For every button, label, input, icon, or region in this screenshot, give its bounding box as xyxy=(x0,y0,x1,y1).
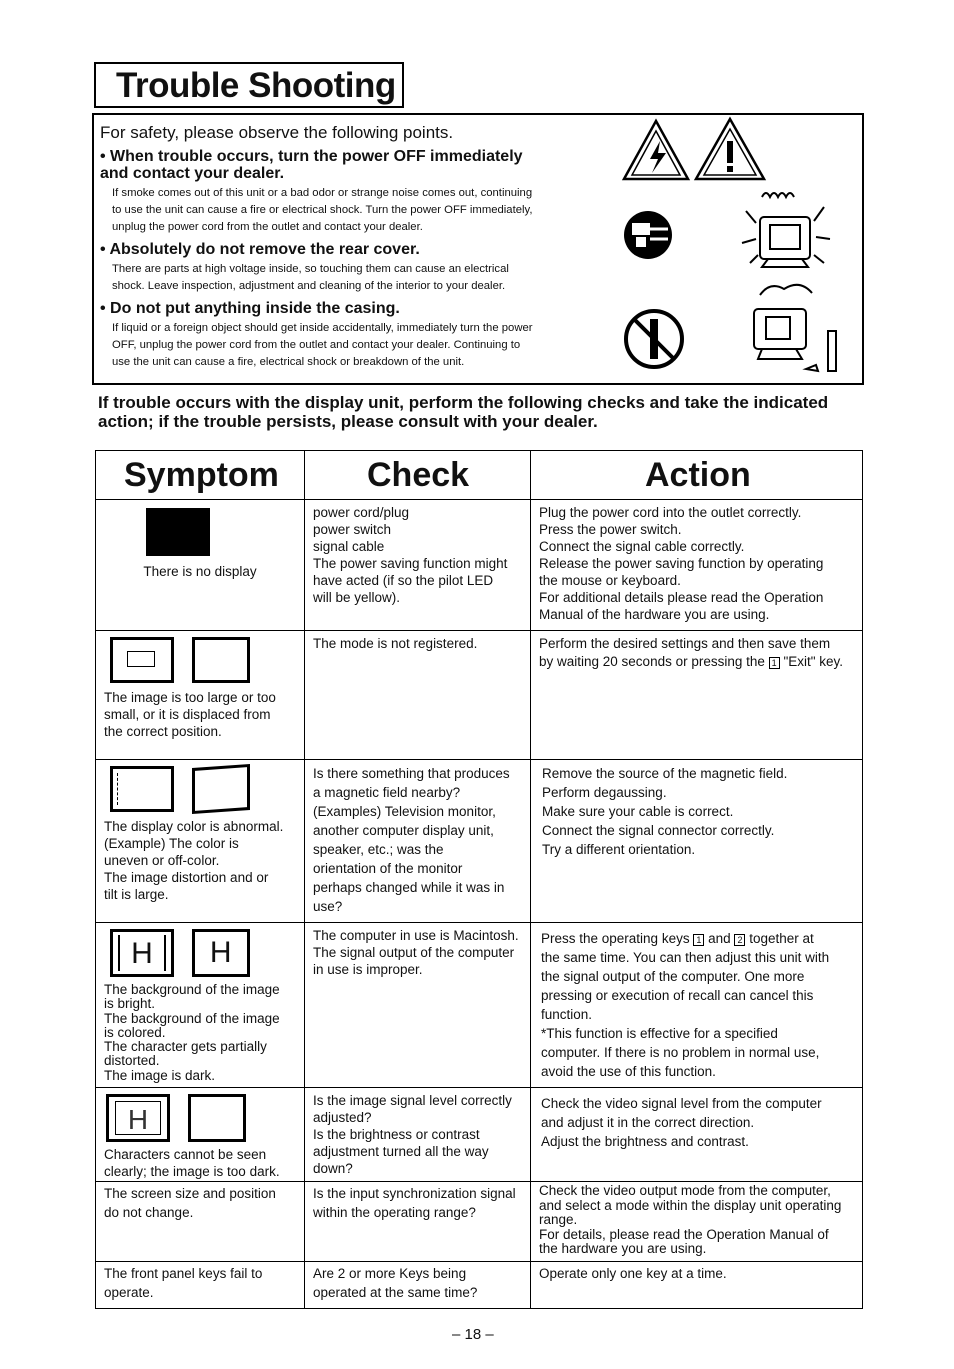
table-row xyxy=(96,1182,863,1262)
too-dark-image-icon xyxy=(188,1094,246,1142)
symptom-text: The front panel keys fail to operate. xyxy=(104,1265,263,1300)
check-cell: Is there something that produces a magnetic field nearby? (Examples) Television monitor, another computer display unit, speaker, etc.; was the orientation of the monitor perhaps changed while it was in use? xyxy=(305,760,531,923)
symptom-cell xyxy=(96,500,305,631)
title-box xyxy=(94,62,404,108)
table-row xyxy=(96,500,863,631)
no-disassembly-icon xyxy=(626,311,682,367)
action-cell: Perform the desired settings and then save them by waiting 20 seconds or pressing the 1 "Exit" key. xyxy=(531,631,863,760)
table-row xyxy=(96,1261,863,1308)
caution-icon xyxy=(696,119,764,179)
header-action: Action xyxy=(531,451,863,500)
symptom-cell xyxy=(96,1088,305,1182)
table-row xyxy=(96,1088,863,1182)
key-2-icon: 2 xyxy=(734,934,745,946)
page-number: – 18 – xyxy=(452,1326,494,1343)
instruction-text: If trouble occurs with the display unit, perform the following checks and take the indicated action; if the trouble persists, please consult with your dealer. xyxy=(98,393,829,431)
symptom-cell xyxy=(96,631,305,760)
safety-heading-casing: • Do not put anything inside the casing. xyxy=(100,300,400,317)
distorted-image-icon xyxy=(192,764,250,814)
header-check: Check xyxy=(305,451,531,500)
table-header-row xyxy=(96,451,863,500)
smoking-monitor-icon xyxy=(742,193,830,267)
action-cell: Plug the power cord into the outlet correctly. Press the power switch. Connect the signal cable correctly. Release the power saving function by operating the mouse or keyboard. For additional details please read the Operation Manual of the hardware you are using. xyxy=(531,500,863,631)
symptom-cell xyxy=(96,1182,305,1262)
action-cell: Operate only one key at a time. xyxy=(531,1261,863,1308)
check-cell: The computer in use is Macintosh. The signal output of the computer in use is improper. xyxy=(305,923,531,1088)
troubleshooting-table xyxy=(95,450,863,1309)
safety-heading-power-off: • When trouble occurs, turn the power OFF immediately and contact your dealer. xyxy=(100,148,523,182)
table-row xyxy=(96,760,863,923)
safety-intro: For safety, please observe the following points. xyxy=(100,123,454,142)
safety-text-power-off: If smoke comes out of this unit or a bad odor or strange noise comes out, continuing to use the unit can cause a fire or electrical shock. Turn the power OFF immediately, unplug the power cord from the outlet and contact your dealer. xyxy=(112,187,533,233)
unplug-icon xyxy=(624,211,672,259)
safety-text-rear-cover: There are parts at high voltage inside, so touching them can cause an electrical shock. Leave inspection, adjustment and cleaning of the interior to your dealer. xyxy=(112,263,509,292)
symptom-text: The screen size and position do not change. xyxy=(104,1186,276,1221)
unclear-characters-icon: H xyxy=(106,1094,170,1142)
electrical-hazard-icon xyxy=(624,121,688,179)
safety-heading-rear-cover: • Absolutely do not remove the rear cover. xyxy=(100,241,420,258)
check-cell: The mode is not registered. xyxy=(305,631,531,760)
opened-monitor-icon xyxy=(754,285,836,371)
header-symptom: Symptom xyxy=(96,451,305,500)
page-title: Trouble Shooting xyxy=(116,66,396,105)
symptom-cell xyxy=(96,923,305,1088)
key-1-icon: 1 xyxy=(769,657,780,669)
action-cell: Remove the source of the magnetic field. Perform degaussing. Make sure your cable is correct. Connect the signal connector correctly. Try a different orientation. xyxy=(531,760,863,923)
table-row xyxy=(96,923,863,1088)
check-cell: Is the input synchronization signal within the operating range? xyxy=(305,1182,531,1262)
table-row xyxy=(96,631,863,760)
action-cell: Press the operating keys 1 and 2 together at the same time. You can then adjust this unit with the signal output of the computer. One more pressing or execution of recall can cancel this function. *This function is effective for a specified computer. If there is no problem in normal use, avoid the use of this function. xyxy=(531,923,863,1088)
warning-illustrations xyxy=(610,113,860,381)
symptom-text: The display color is abnormal. (Example) The color is uneven or off-color. The image distortion and or tilt is large. xyxy=(104,819,284,902)
symptom-text: The background of the image is bright. The background of the image is colored. The character gets partially distorted. The image is dark. xyxy=(104,982,280,1083)
key-1-icon: 1 xyxy=(693,934,704,946)
symptom-text: The image is too large or too small, or it is displaced from the correct position. xyxy=(104,690,276,739)
action-cell: Check the video output mode from the computer, and select a mode within the display unit operating range. For details, please read the Operation Manual of the hardware you are using. xyxy=(531,1182,863,1262)
blank-screen-icon xyxy=(146,508,210,556)
bright-background-icon: H xyxy=(110,929,174,977)
check-cell: power cord/plug power switch signal cable The power saving function might have acted (if so the pilot LED will be yellow). xyxy=(305,500,531,631)
symptom-cell xyxy=(96,1261,305,1308)
symptom-text: There is no display xyxy=(143,564,257,579)
check-cell: Is the image signal level correctly adjusted? Is the brightness or contrast adjustment turned all the way down? xyxy=(305,1088,531,1182)
check-cell: Are 2 or more Keys being operated at the same time? xyxy=(305,1261,531,1308)
symptom-text: Characters cannot be seen clearly; the image is too dark. xyxy=(104,1147,280,1180)
large-image-icon xyxy=(192,637,250,683)
dark-image-icon: H xyxy=(192,929,250,977)
symptom-cell xyxy=(96,760,305,923)
safety-text-casing: If liquid or a foreign object should get inside accidentally, immediately turn the power OFF, unplug the power cord from the outlet and contact your dealer. Continuing to use the unit can cause a fire, electrical shock or breakdown of the unit. xyxy=(112,322,533,368)
color-abnormal-icon xyxy=(110,766,174,812)
small-image-icon xyxy=(110,637,174,683)
action-cell: Check the video signal level from the computer and adjust it in the correct direction. Adjust the brightness and contrast. xyxy=(531,1088,863,1182)
